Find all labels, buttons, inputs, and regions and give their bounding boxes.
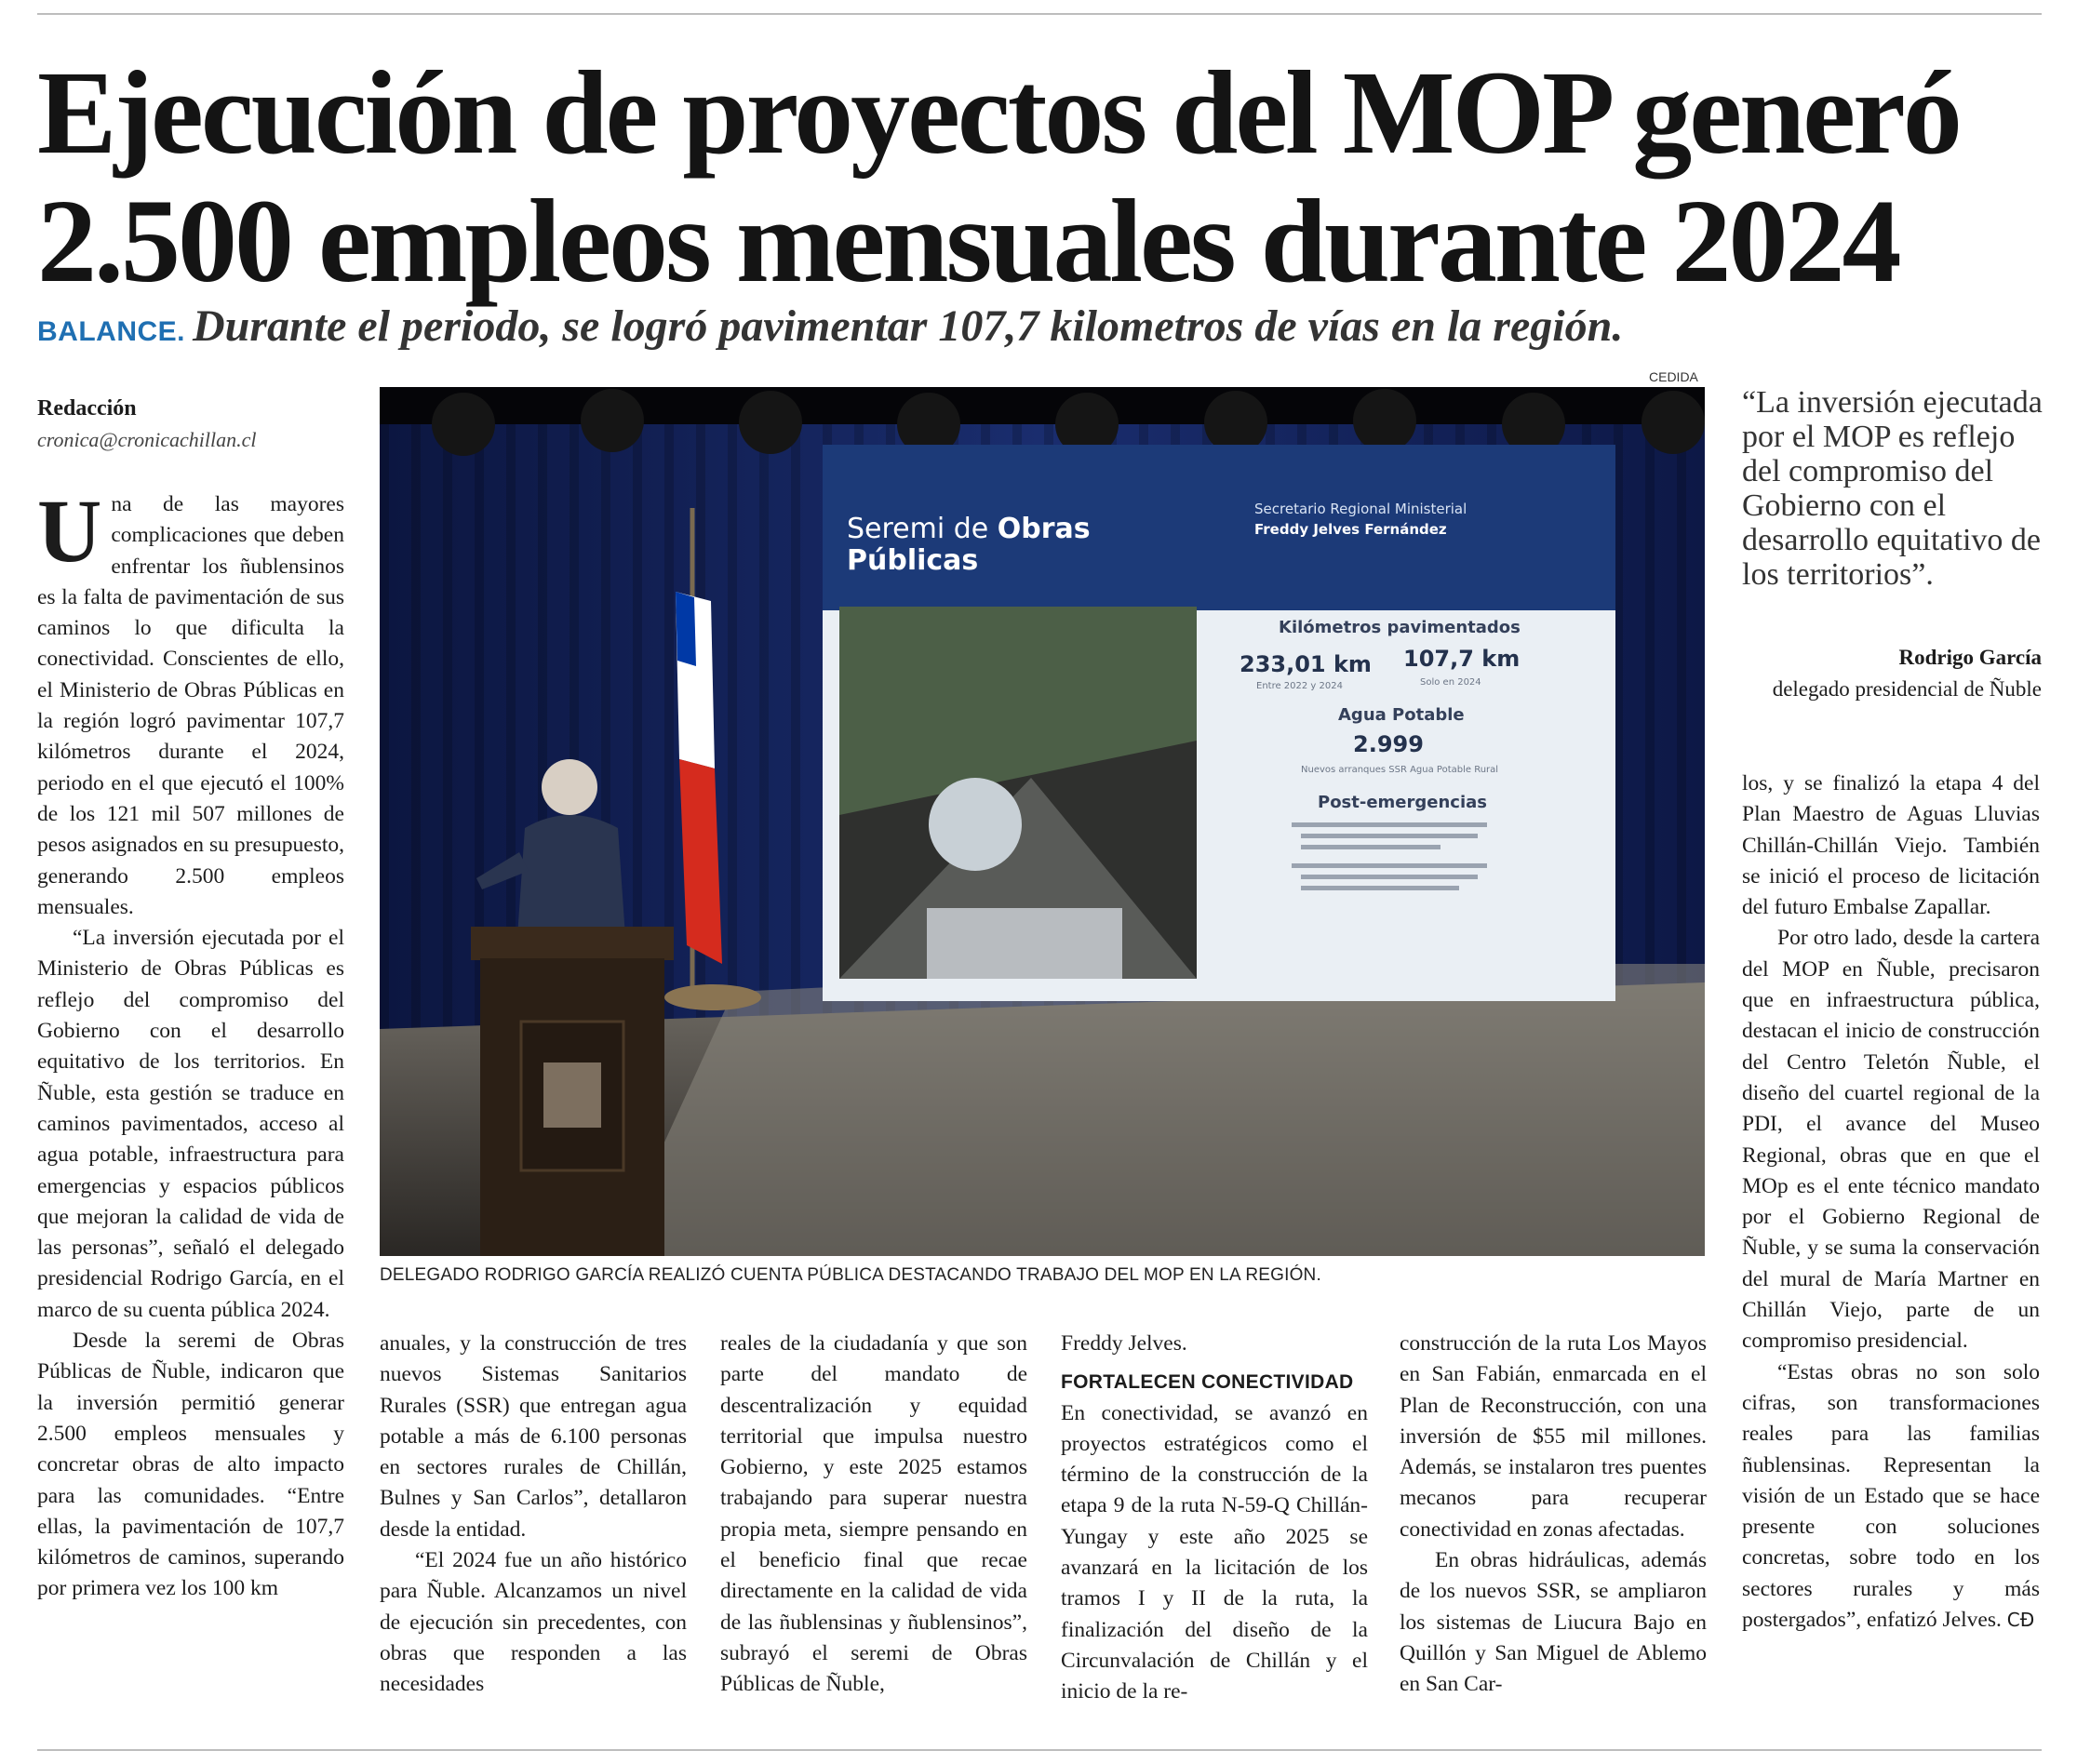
- body-paragraph: construcción de la ruta Los Mayos en San Fabián, enmarcada en el Plan de Reconstrucción, con una inversión de $55 mil millones. Además, se instalaron tres puentes mecanos para recuperar conectividad en zonas afectadas.: [1400, 1331, 1707, 1542]
- slide-km-title: Kilómetros pavimentados: [1279, 618, 1521, 637]
- photo-credit: CEDIDA: [1649, 369, 1698, 384]
- slide-km-year-note: Solo en 2024: [1420, 677, 1481, 688]
- pull-quote-role: delegado presidencial de Ñuble: [1772, 677, 2042, 701]
- body-paragraph: Por otro lado, desde la cartera del MOP en Ñuble, precisaron que en infraestructura pública, destacan el inicio de construcción del Centro Teletón Ñuble, el diseño del cuartel regional de la PDI, el avance del Museo Regional, obras que en que el MOp es el ente técnico mandato por el Gobierno Regional de Ñuble, y se suma la conservación del mural de María Martner en Chillán Viejo, parte de un compromiso presidencial.: [1742, 926, 2040, 1354]
- slide-water-title: Agua Potable: [1338, 705, 1465, 725]
- slide-title-2: Públicas: [847, 544, 979, 577]
- headline-line-2: 2.500 empleos mensuales durante 2024: [37, 175, 1899, 307]
- section-subhead: FORTALECEN CONECTIVIDAD: [1061, 1371, 1354, 1394]
- body-paragraph: reales de la ciudadanía y que son parte del mandato de descentralización y equidad territorial que impulsa nuestro Gobierno, y este 2025 estamos trabajando para superar nuestra propia meta, siempre pensando en el beneficio final que recae directamente en la calidad de vida de las ñublensinas y ñublensinos”, subrayó el seremi de Obras Públicas de Ñuble,: [720, 1331, 1027, 1697]
- headline: [37, 48, 2047, 305]
- slide-title: Seremi de Obras: [847, 513, 1091, 545]
- end-mark-icon: CÐ: [2006, 1609, 2035, 1632]
- body-column-5: [1400, 1329, 1707, 1701]
- slide-km-total: 233,01 km: [1240, 651, 1372, 677]
- deck: [37, 300, 2047, 359]
- body-paragraph: [1742, 1357, 2040, 1637]
- lead-text: na de las mayores complicaciones que deben enfrentar los ñublensinos es la falta de pavimentación de sus caminos lo que dificulta la conectividad. Conscientes de ello, el Ministerio de Obras Públicas en la región logró pavimentar 107,7 kilómetros durante el 2024, periodo en el que ejecutó el 100% de los 121 mil 507 millones de pesos asignados en su presupuesto, generando 2.500 empleos mensuales.: [37, 492, 344, 919]
- slide-km-year: 107,7 km: [1403, 646, 1521, 672]
- slide-secretary-name: Freddy Jelves Fernández: [1254, 521, 1447, 538]
- closing-quote-text: “Estas obras no son solo cifras, son transformaciones reales para las familias ñublensinas. Representan la visión de un Estado que se hace presente con soluciones concretas, sobre todo en los sectores rurales y más postergados”, enfatizó Jelves.: [1742, 1359, 2040, 1633]
- body-column-4: [1061, 1329, 1368, 1708]
- slide-water-note: Nuevos arranques SSR Agua Potable Rural: [1301, 765, 1499, 775]
- slide-secretary-label: Secretario Regional Ministerial: [1254, 501, 1467, 517]
- photo-illustration: [380, 387, 1705, 1256]
- body-paragraph: los, y se finalizó la etapa 4 del Plan Maestro de Aguas Lluvias Chillán-Chillán Viejo. También se inició el proceso de licitación del futuro Embalse Zapallar.: [1742, 771, 2040, 920]
- top-rule: [37, 13, 2042, 15]
- headline-line-1: Ejecución de proyectos del MOP generó: [37, 47, 1960, 179]
- body-column-3: [720, 1329, 1027, 1701]
- body-paragraph: Freddy Jelves.: [1061, 1331, 1187, 1356]
- byline-email: cronica@cronicachillan.cl: [37, 428, 257, 451]
- drop-cap: U: [37, 481, 102, 581]
- byline-author: Redacción: [37, 396, 137, 421]
- article-photo: [380, 387, 1705, 1256]
- slide-km-total-note: Entre 2022 y 2024: [1256, 681, 1343, 691]
- podium: [471, 927, 674, 1256]
- slide-post-title: Post-emergencias: [1318, 793, 1488, 812]
- body-paragraph: En conectividad, se avanzó en proyectos estratégicos como el término de la construcción de la etapa 9 de la ruta N-59-Q Chillán-Yungay y este año 2025 se avanzará en la licitación de los tramos I y II de la ruta, la finalización del diseño de la Circunvalación de Chillán y el inicio de la re-: [1061, 1400, 1368, 1704]
- body-column-1: [37, 481, 344, 1605]
- body-column-6: [1742, 768, 2040, 1636]
- slide-water-value: 2.999: [1353, 731, 1424, 757]
- bottom-rule: [37, 1749, 2042, 1751]
- body-paragraph: anuales, y la construcción de tres nuevos Sistemas Sanitarios Rurales (SSR) que entregan agua potable a más de 6.100 personas en sectores rurales de Chillán, Bulnes y San Carlos”, detallaron desde la entidad.: [380, 1331, 687, 1542]
- deck-tag: BALANCE.: [37, 316, 185, 347]
- pull-quote-name: Rodrigo García: [1898, 646, 2042, 669]
- body-paragraph: Desde la seremi de Obras Públicas de Ñuble, indicaron que la inversión permitió generar 2.500 empleos mensuales y concretar obras de alto impacto para las comunidades. “Entre ellas, la pavimentación de 107,7 kilómetros de caminos, superando por primera vez los 100 km: [37, 1329, 344, 1601]
- pull-quote: “La inversión ejecutada por el MOP es reflejo del compromiso del Gobierno con el desarrollo equitativo de los territorios”.: [1742, 385, 2043, 592]
- body-paragraph: “El 2024 fue un año histórico para Ñuble. Alcanzamos un nivel de ejecución sin precedentes, con obras que responden a las necesidades: [380, 1548, 687, 1697]
- photo-caption: DELEGADO RODRIGO GARCÍA REALIZÓ CUENTA PÚBLICA DESTACANDO TRABAJO DEL MOP EN LA REGIÓN.: [380, 1265, 1321, 1285]
- deck-text: Durante el periodo, se logró pavimentar 107,7 kilometros de vías en la región.: [193, 301, 1624, 351]
- body-paragraph: “La inversión ejecutada por el Ministerio de Obras Públicas es reflejo del compromiso del Gobierno con el desarrollo equitativo de los territorios. En Ñuble, esta gestión se traduce en caminos pavimentados, acceso al agua potable, infraestructura para emergencias y espacios públicos que mejoran la calidad de vida de las personas”, señaló el delegado presidencial Rodrigo García, en el marco de su cuenta pública 2024.: [37, 926, 344, 1322]
- body-paragraph: En obras hidráulicas, además de los nuevos SSR, se ampliaron los sistemas de Liucura Bajo en Quillón y San Miguel de Ablemo en San Car-: [1400, 1548, 1707, 1697]
- body-column-2: [380, 1329, 687, 1701]
- lead-paragraph: [37, 481, 344, 923]
